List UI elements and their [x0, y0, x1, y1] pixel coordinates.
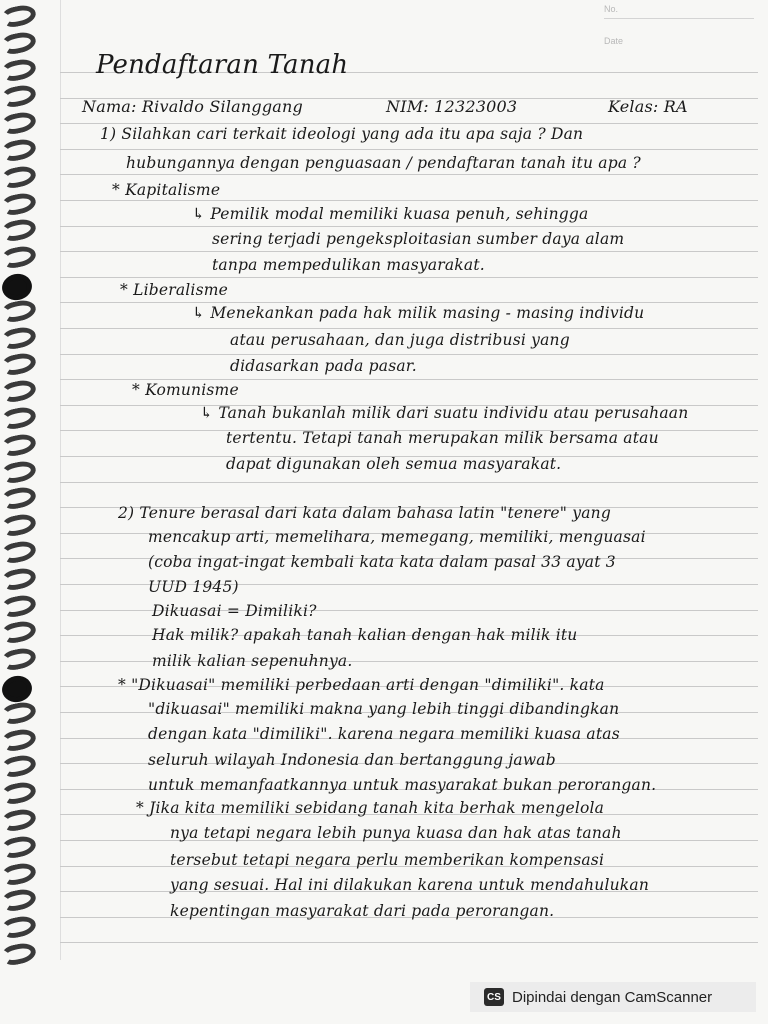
note-line: hubungannya dengan penguasaan / pendaftaran tanah itu apa ? — [126, 154, 641, 172]
note-line: "dikuasai" memiliki makna yang lebih tinggi dibandingkan — [148, 700, 620, 718]
spiral-binding — [0, 0, 46, 980]
spiral-ring — [0, 351, 37, 378]
note-line: 1) Silahkan cari terkait ideologi yang ada itu apa saja ? Dan — [100, 125, 584, 143]
spiral-ring — [0, 3, 37, 30]
spiral-ring — [0, 459, 37, 486]
student-name: Nama: Rivaldo Silanggang — [82, 97, 303, 116]
spiral-ring — [0, 378, 37, 405]
note-line: didasarkan pada pasar. — [230, 357, 417, 375]
spiral-ring — [0, 593, 37, 620]
header-no-label: No. — [604, 4, 619, 14]
spiral-ring — [0, 539, 37, 566]
spiral-ring — [0, 30, 37, 57]
spiral-ring — [0, 887, 37, 914]
ruled-line — [60, 942, 758, 943]
spiral-ring — [0, 485, 37, 512]
spiral-ring — [0, 807, 37, 834]
ruled-line — [60, 482, 758, 483]
note-line: dengan kata "dimiliki". karena negara memiliki kuasa atas — [148, 725, 620, 743]
note-line: atau perusahaan, dan juga distribusi yang — [230, 331, 570, 349]
note-line: * Jika kita memiliki sebidang tanah kita berhak mengelola — [136, 799, 605, 817]
note-line: Dikuasai = Dimiliki? — [152, 602, 317, 620]
spiral-ring — [0, 780, 37, 807]
note-line: milik kalian sepenuhnya. — [152, 652, 353, 670]
note-line: mencakup arti, memelihara, memegang, memiliki, menguasai — [148, 528, 646, 546]
note-line: 2) Tenure berasal dari kata dalam bahasa latin "tenere" yang — [118, 504, 611, 522]
note-line: kepentingan masyarakat dari pada perorangan. — [170, 902, 555, 920]
spiral-ring — [0, 83, 37, 110]
note-line: * Komunisme — [132, 381, 239, 399]
spiral-ring — [0, 244, 37, 271]
spiral-ring — [0, 405, 37, 432]
spiral-ring — [0, 512, 37, 539]
ruled-line — [60, 328, 758, 329]
note-line: * "Dikuasai" memiliki perbedaan arti dengan "dimiliki". kata — [118, 676, 605, 694]
ruled-line — [60, 302, 758, 303]
spiral-ring — [0, 432, 37, 459]
ruled-line — [60, 123, 758, 124]
spiral-ring — [0, 941, 37, 968]
spiral-ring — [0, 753, 37, 780]
margin-line — [60, 0, 61, 960]
note-line: Hak milik? apakah tanah kalian dengan hak milik itu — [152, 626, 578, 644]
note-line: tersebut tetapi negara perlu memberikan kompensasi — [170, 851, 605, 869]
ruled-line — [60, 226, 758, 227]
spiral-ring — [0, 619, 37, 646]
spiral-ring — [0, 673, 34, 705]
note-line: ↳ Menekankan pada hak milik masing - masing individu — [192, 304, 645, 322]
page-title: Pendaftaran Tanah — [96, 50, 349, 80]
spiral-ring — [0, 271, 34, 303]
note-line: UUD 1945) — [148, 578, 239, 596]
spiral-ring — [0, 164, 37, 191]
camscanner-logo-icon: CS — [484, 988, 504, 1006]
spiral-ring — [0, 834, 37, 861]
note-line: sering terjadi pengeksploitasian sumber daya alam — [212, 230, 625, 248]
note-line: tanpa mempedulikan masyarakat. — [212, 256, 485, 274]
note-line: ↳ Tanah bukanlah milik dari suatu individu atau perusahaan — [200, 404, 689, 422]
header-date-label: Date — [604, 36, 624, 46]
spiral-ring — [0, 325, 37, 352]
spiral-ring — [0, 191, 37, 218]
ruled-line — [60, 149, 758, 150]
note-line: tertentu. Tetapi tanah merupakan milik bersama atau — [226, 429, 659, 447]
ruled-line — [60, 200, 758, 201]
spiral-ring — [0, 298, 37, 325]
note-line: seluruh wilayah Indonesia dan bertanggung jawab — [148, 751, 556, 769]
spiral-ring — [0, 57, 37, 84]
spiral-ring — [0, 137, 37, 164]
spiral-ring — [0, 217, 37, 244]
student-class: Kelas: RA — [608, 97, 688, 116]
student-nim: NIM: 12323003 — [386, 97, 518, 116]
ruled-line — [60, 354, 758, 355]
ruled-line — [60, 277, 758, 278]
note-line: (coba ingat-ingat kembali kata kata dalam pasal 33 ayat 3 — [148, 553, 616, 571]
spiral-ring — [0, 914, 37, 941]
note-line: nya tetapi negara lebih punya kuasa dan hak atas tanah — [170, 824, 622, 842]
spiral-ring — [0, 646, 37, 673]
spiral-ring — [0, 727, 37, 754]
ruled-line — [60, 379, 758, 380]
camscanner-text: Dipindai dengan CamScanner — [512, 988, 713, 1006]
spiral-ring — [0, 861, 37, 888]
ruled-line — [60, 251, 758, 252]
note-line: * Kapitalisme — [112, 181, 221, 199]
note-line: untuk memanfaatkannya untuk masyarakat bukan perorangan. — [148, 776, 657, 794]
camscanner-watermark — [470, 982, 756, 1012]
note-line: yang sesuai. Hal ini dilakukan karena untuk mendahulukan — [170, 876, 650, 894]
ruled-line — [60, 174, 758, 175]
note-line: dapat digunakan oleh semua masyarakat. — [226, 455, 562, 473]
spiral-ring — [0, 566, 37, 593]
header-no-line — [604, 18, 754, 19]
spiral-ring — [0, 110, 37, 137]
note-line: ↳ Pemilik modal memiliki kuasa penuh, sehingga — [192, 205, 589, 223]
note-line: * Liberalisme — [120, 281, 229, 299]
spiral-ring — [0, 700, 37, 727]
